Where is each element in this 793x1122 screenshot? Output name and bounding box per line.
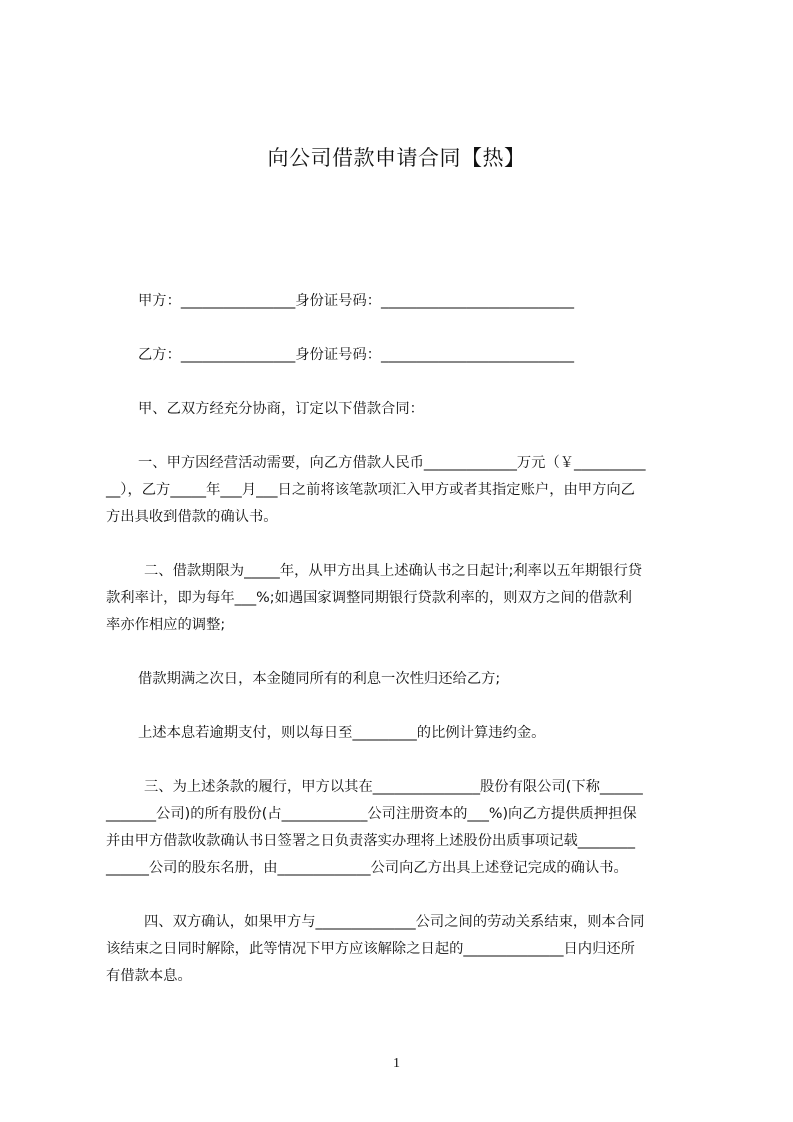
clause-1-line: __），乙方_____年___月___日之前将该笔款项汇入甲方或者其指定账户，由甲方向乙: [106, 482, 635, 498]
clause-4-line: 该结束之日同时解除，此等情况下甲方应该解除之日起的______________日内归还所: [106, 941, 635, 957]
penalty-paragraph: 上述本息若逾期支付，则以每日至_________的比例计算违约金。: [138, 725, 546, 741]
repayment-paragraph: 借款期满之次日，本金随同所有的利息一次性归还给乙方;: [138, 671, 501, 687]
page-number: 1: [393, 1056, 400, 1071]
clause-1-line: 方出具收到借款的确认书。: [106, 509, 278, 525]
clause-3-line: _______公司)的所有股份(占____________公司注册资本的___%)向乙方提供质押担保: [106, 806, 637, 822]
clause-3-line: 并由甲方借款收款确认书日签署之日负责落实办理将上述股份出质事项记载________: [106, 833, 635, 849]
party-a-line: 甲方：________________身份证号码：___________________________: [138, 293, 575, 309]
clause-2-line: 款利率计，即为每年___%;如遇国家调整同期银行贷款利率的，则双方之间的借款利: [106, 590, 632, 606]
document-title: 向公司借款申请合同【热】: [267, 146, 526, 170]
intro-paragraph: 甲、乙双方经充分协商，订定以下借款合同：: [138, 401, 424, 417]
clause-3-line: ______公司的股东名册，由_____________公司向乙方出具上述登记完成的确认书。: [106, 860, 628, 876]
clause-2-line: 率亦作相应的调整;: [106, 617, 226, 633]
party-b-line: 乙方：________________身份证号码：___________________________: [138, 347, 575, 363]
clause-1-line: 一、甲方因经营活动需要，向乙方借款人民币_____________万元（￥__________: [138, 455, 646, 471]
clause-4-line: 四、双方确认，如果甲方与______________公司之间的劳动关系结束，则本合同: [144, 914, 645, 930]
clause-4-line: 有借款本息。: [106, 968, 192, 984]
clause-2-line: 二、借款期限为_____年，从甲方出具上述确认书之日起计;利率以五年期银行贷: [144, 563, 643, 579]
clause-3-line: 三、为上述条款的履行，甲方以其在_______________股份有限公司(下称______: [144, 779, 643, 795]
